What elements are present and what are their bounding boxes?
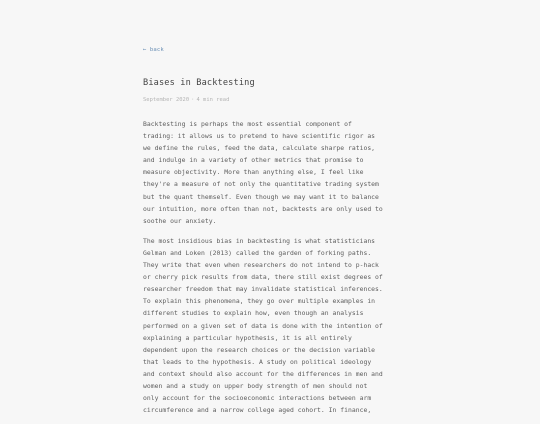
article-paragraph [143,118,403,227]
paragraph-line: To explain this phenomena, they go over multiple examples in [143,297,376,306]
paragraph-line: Backtesting is perhaps the most essential component of [143,120,352,128]
paragraph-line: dependent upon the research choices or the decision variable [143,345,376,354]
article-date: September 2020 [143,97,190,103]
paragraph-line: our intuition, more often than not, backtests are only used to [143,204,383,213]
paragraph-line: we define the rules, feed the data, calculate sharpe ratios, [143,144,376,153]
read-time: 4 min read [196,97,230,103]
paragraph-line: and indulge in a variety of other metrics that promise to [143,156,364,165]
paragraph-line: that leads to the hypothesis. A study on political ideology [143,357,372,366]
paragraph-line: circumference and a narrow college aged cohort. In finance, [143,406,372,415]
paragraph-line: trading: it allows us to pretend to have scientific rigor as [143,132,376,141]
paragraph-line: different studies to explain how, even though an analysis [143,309,364,318]
paragraph-line: soothe our anxiety. [143,216,217,225]
paragraph-line: they're a measure of not only the quantitative trading system [143,180,379,189]
paragraph-line: Gelman and Loken (2013) called the garden of forking paths. [143,248,372,257]
paragraph-line: researcher freedom that may invalidate statistical inferences. [143,285,383,294]
paragraph-line: only account for the socioeconomic interactions between arm [143,394,372,403]
article-paragraph [143,235,403,416]
meta-separator: · [191,97,195,103]
article-meta [143,97,403,103]
paragraph-line: They write that even when researchers do not intend to p-hack [143,261,379,270]
paragraph-line: but the quant themself. Even though we may want it to balance [143,192,379,201]
article-column [143,36,403,424]
paragraph-line: or cherry pick results from data, there still exist degrees of [143,273,383,282]
article-body [143,118,403,416]
paragraph-line: The most insidious bias in backtesting is what statisticians [143,236,376,245]
paragraph-line: and context should also account for the differences in men and [143,369,383,378]
article-title: Biases in Backtesting [143,78,255,88]
paragraph-line: explaining a particular hypothesis, it is all entirely [143,333,352,342]
paragraph-line: women and a study on upper body strength of men should not [143,381,368,390]
paragraph-line: performed on a given set of data is done with the intention of [143,321,383,330]
paragraph-line: measure objectivity. More than anything else, I feel like [143,168,364,177]
back-link[interactable]: ← back [143,47,164,53]
